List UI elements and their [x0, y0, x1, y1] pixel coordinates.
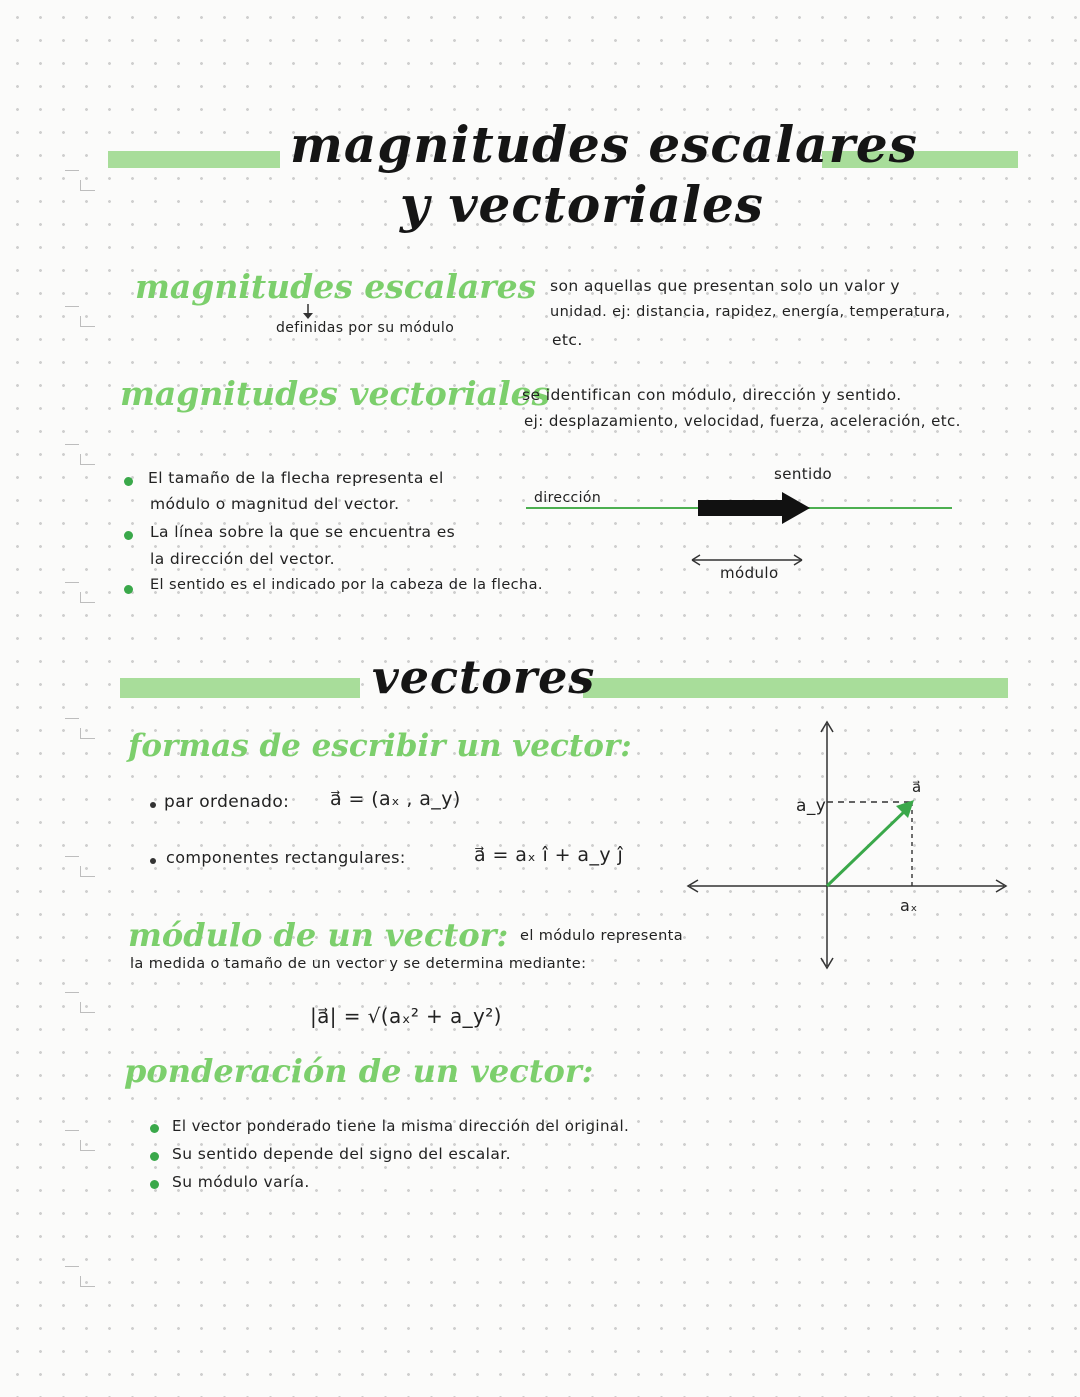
vectorial-text-line2: ej: desplazamiento, velocidad, fuerza, aceleración, etc.: [524, 412, 961, 430]
modulo-formula: |a⃗| = √(aₓ² + a_y²): [310, 1004, 502, 1028]
modulo-text-2: la medida o tamaño de un vector y se determina mediante:: [130, 956, 587, 972]
ring-mark: [80, 592, 95, 603]
page-title-line1: magnitudes escalares: [290, 115, 918, 174]
bullet-dot: [124, 531, 133, 540]
bullet-dot: [124, 585, 133, 594]
title-highlight-left: [108, 151, 280, 168]
bullet-dot: [124, 477, 133, 486]
ring-mark: [80, 1276, 95, 1287]
ring-mark: [80, 454, 95, 465]
bullet-dot: [150, 802, 156, 808]
scalar-text-line1: son aquellas que presentan solo un valor y: [550, 277, 900, 295]
axis-label-ax: aₓ: [900, 896, 918, 915]
ponderacion-bullet-2: Su sentido depende del signo del escalar.: [172, 1145, 511, 1163]
ring-mark: [80, 1002, 95, 1013]
ponderacion-bullet-3: Su módulo varía.: [172, 1173, 310, 1191]
bullet-dot: [150, 1124, 159, 1133]
vector-components-axes: [686, 718, 1008, 970]
arrow-bullet-2-line1: La línea sobre la que se encuentra es: [150, 523, 456, 541]
diagram-label-modulo: módulo: [720, 564, 779, 582]
diagram-label-direccion: dirección: [534, 490, 602, 506]
arrow-bullet-3: El sentido es el indicado por la cabeza de la flecha.: [150, 577, 543, 593]
ring-mark: [80, 1140, 95, 1151]
diagram-label-sentido: sentido: [774, 465, 833, 483]
vectorial-heading: magnitudes vectoriales: [120, 374, 551, 413]
vectores-highlight-right: [583, 678, 1008, 698]
ponderacion-bullet-1: El vector ponderado tiene la misma dirección del original.: [172, 1117, 630, 1135]
vectores-heading: vectores: [372, 650, 596, 704]
down-arrow-icon: [301, 304, 315, 320]
bullet-dot: [150, 858, 156, 864]
scalar-heading: magnitudes escalares: [135, 267, 537, 306]
vector-label-a: a⃗: [912, 778, 922, 796]
modulo-heading: módulo de un vector:: [128, 916, 509, 954]
par-ordenado-label: par ordenado:: [164, 792, 290, 812]
scalar-note: definidas por su módulo: [276, 320, 455, 336]
vectores-highlight-left: [120, 678, 360, 698]
scalar-text-line2: unidad. ej: distancia, rapidez, energía, temperatura,: [550, 304, 951, 320]
formas-heading: formas de escribir un vector:: [128, 728, 632, 764]
bullet-dot: [150, 1180, 159, 1189]
bullet-dot: [150, 1152, 159, 1161]
ring-mark: [80, 866, 95, 877]
ponderacion-heading: ponderación de un vector:: [124, 1052, 594, 1090]
componentes-formula: a⃗ = aₓ î + a_y ĵ: [474, 844, 624, 866]
arrow-bullet-2-line2: la dirección del vector.: [150, 550, 335, 568]
arrow-bullet-1-line1: El tamaño de la flecha representa el: [148, 469, 444, 487]
par-ordenado-formula: a⃗ = (aₓ , a_y): [330, 788, 461, 810]
page-title-line2: y vectoriales: [400, 175, 764, 234]
vectorial-text-line1: se identifican con módulo, dirección y sentido.: [522, 386, 902, 404]
axis-label-ay: a_y: [796, 796, 827, 816]
componentes-label: componentes rectangulares:: [166, 848, 406, 867]
arrow-bullet-1-line2: módulo o magnitud del vector.: [150, 495, 400, 513]
ring-mark: [80, 316, 95, 327]
modulo-text-1: el módulo representa: [520, 928, 684, 944]
ring-mark: [80, 180, 95, 191]
ring-mark: [80, 728, 95, 739]
scalar-text-line3: etc.: [552, 331, 583, 349]
